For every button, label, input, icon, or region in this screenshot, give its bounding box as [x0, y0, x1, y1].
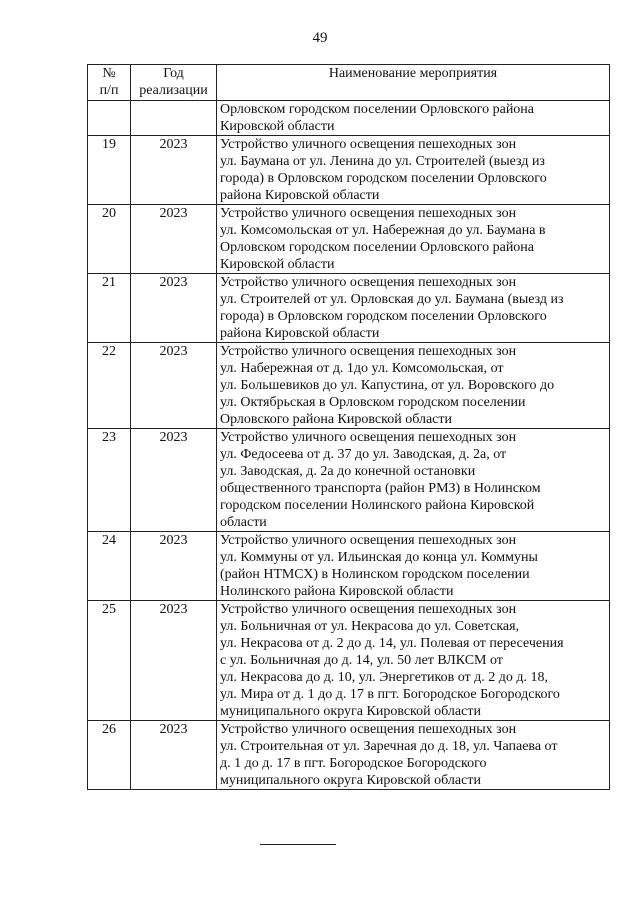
row-number: 26	[88, 721, 131, 790]
page-number: 49	[312, 30, 328, 46]
table-row	[88, 136, 610, 205]
table-row	[88, 601, 610, 721]
row-year: 2023	[131, 721, 217, 790]
row-number: 19	[88, 136, 131, 205]
row-name: Устройство уличного освещения пешеходных зон ул. Строительная от ул. Заречная до д. 18, ул. Чапаева от д. 1 до д. 17 в пгт. Богородское Богородского муниципального округа Кировской области	[217, 721, 610, 790]
measures-table	[87, 64, 610, 790]
header-year	[131, 65, 217, 101]
table-row	[88, 532, 610, 601]
table-header	[88, 65, 610, 101]
table-row	[88, 343, 610, 429]
row-year: 2023	[131, 343, 217, 429]
row-name: Устройство уличного освещения пешеходных зон ул. Набережная от д. 1до ул. Комсомольская, от ул. Большевиков до ул. Капустина, от ул. Воровского до ул. Октябрьская в Орловском городском поселении Орловского района Кировской области	[217, 343, 610, 429]
row-name: Устройство уличного освещения пешеходных зон ул. Коммуны от ул. Ильинская до конца ул. Коммуны (район НТМСХ) в Нолинском городском поселении Нолинского района Кировской области	[217, 532, 610, 601]
row-name: Устройство уличного освещения пешеходных зон ул. Больничная от ул. Некрасова до ул. Советская, ул. Некрасова от д. 2 до д. 14, ул. Полевая от пересечения с ул. Больничная до д. 14, ул. 50 лет ВЛКСМ от ул. Некрасова до д. 10, ул. Энергетиков от д. 2 до д. 18, ул. Мира от д. 1 до д. 17 в пгт. Богородское Богородского муниципального округа Кировской области	[217, 601, 610, 721]
header-number-text: № п/п	[99, 66, 119, 98]
row-number	[88, 101, 131, 136]
table-header-row	[88, 65, 610, 101]
table-row	[88, 205, 610, 274]
table-body	[88, 101, 610, 790]
row-number: 22	[88, 343, 131, 429]
row-year: 2023	[131, 601, 217, 721]
table-row	[88, 101, 610, 136]
header-year-text: Год реализации	[139, 66, 208, 98]
row-year: 2023	[131, 136, 217, 205]
row-number: 24	[88, 532, 131, 601]
row-name: Орловском городском поселении Орловского района Кировской области	[217, 101, 610, 136]
header-name	[217, 65, 610, 101]
row-number: 25	[88, 601, 131, 721]
row-name: Устройство уличного освещения пешеходных зон ул. Комсомольская от ул. Набережная до ул. Баумана в Орловском городском поселении Орловского района Кировской области	[217, 205, 610, 274]
row-name: Устройство уличного освещения пешеходных зон ул. Баумана от ул. Ленина до ул. Строителей (выезд из города) в Орловском городском поселении Орловского района Кировской области	[217, 136, 610, 205]
table-row	[88, 274, 610, 343]
row-year: 2023	[131, 205, 217, 274]
row-year: 2023	[131, 274, 217, 343]
row-year	[131, 101, 217, 136]
row-year: 2023	[131, 429, 217, 532]
footer-divider-line	[260, 844, 336, 845]
table-row	[88, 721, 610, 790]
header-name-text: Наименование мероприятия	[328, 66, 498, 81]
header-number	[88, 65, 131, 101]
row-name: Устройство уличного освещения пешеходных зон ул. Федосеева от д. 37 до ул. Заводская, д. 2а, от ул. Заводская, д. 2а до конечной остановки общественного транспорта (район РМЗ) в Нолинском городском поселении Нолинского района Кировской области	[217, 429, 610, 532]
row-name: Устройство уличного освещения пешеходных зон ул. Строителей от ул. Орловская до ул. Баумана (выезд из города) в Орловском городском поселении Орловского района Кировской области	[217, 274, 610, 343]
table-row	[88, 429, 610, 532]
row-number: 21	[88, 274, 131, 343]
row-year: 2023	[131, 532, 217, 601]
row-number: 23	[88, 429, 131, 532]
row-number: 20	[88, 205, 131, 274]
